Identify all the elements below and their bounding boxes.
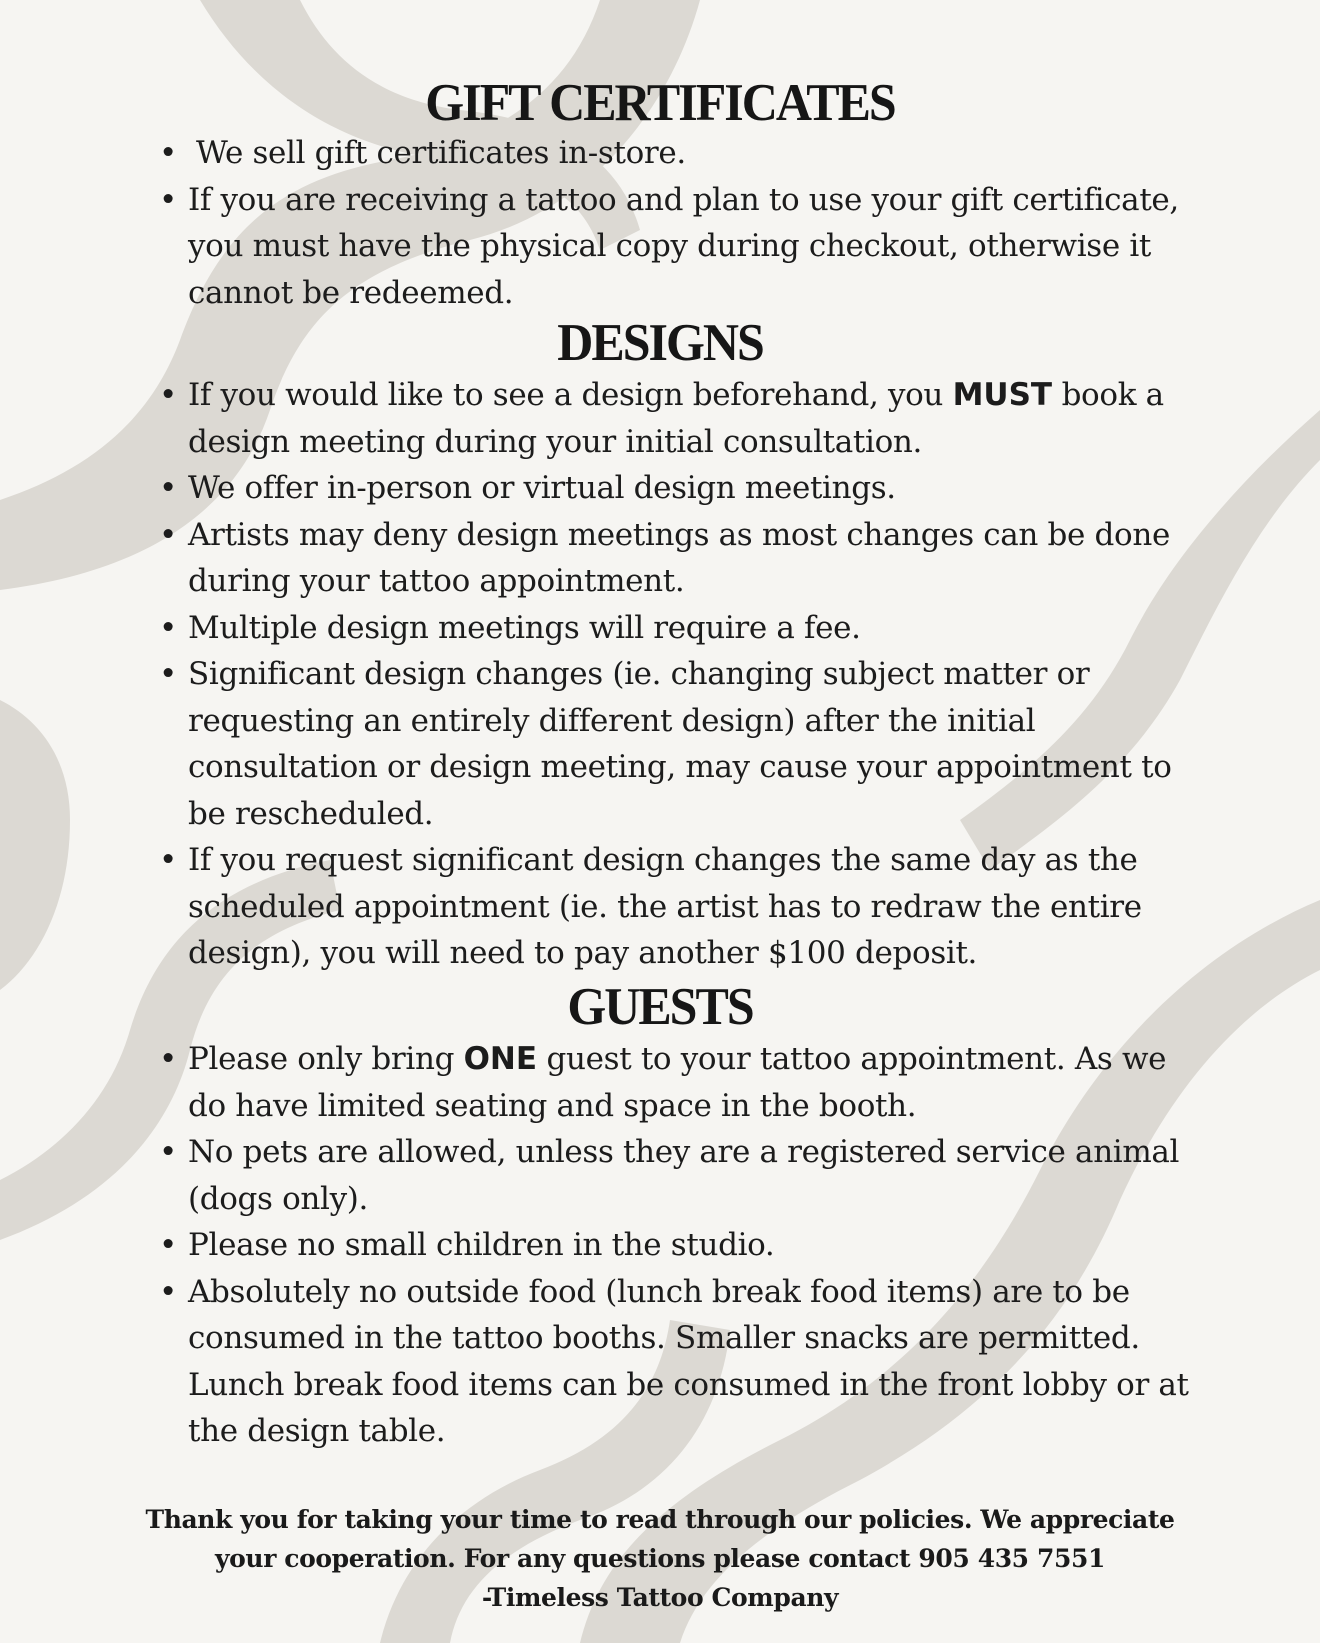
list-item (159, 130, 1198, 177)
bullet-icon: • (159, 470, 177, 506)
text-segment: If you would like to see a design beforehand, you (188, 377, 953, 413)
list-item-text: We offer in-person or virtual design meetings. (188, 470, 896, 506)
gift-certificates-list (159, 130, 1198, 316)
list-item (159, 837, 1198, 977)
bullet-icon: • (159, 656, 177, 692)
list-item-text: No pets are allowed, unless they are a registered service animal (dogs only). (188, 1134, 1180, 1217)
bullet-icon: • (159, 377, 177, 413)
list-item-text (188, 377, 1164, 460)
list-item (159, 605, 1198, 652)
bullet-icon: • (159, 609, 177, 646)
guests-heading: GUESTS (567, 976, 753, 1036)
list-item (159, 1222, 1198, 1269)
bullet-icon: • (159, 1041, 177, 1077)
gift-certificates-heading: GIFT CERTIFICATES (425, 72, 895, 132)
designs-heading: DESIGNS (557, 312, 763, 372)
closing-line-2: your cooperation. For any questions please contact 905 435 7551 (215, 1544, 1105, 1573)
text-segment: guest to your tattoo appointment. As we do have limited seating and space in the booth. (188, 1041, 1167, 1124)
emphasis-text: ONE (463, 1041, 538, 1077)
list-item (159, 651, 1198, 837)
list-item-text: Absolutely no outside food (lunch break food items) are to be consumed in the tattoo booths. Smaller snacks are permitted. Lunch break food items can be consumed in the front lobby or at the design table. (188, 1273, 1189, 1449)
list-item-text: Significant design changes (ie. changing subject matter or requesting an entirely different design) after the initial consultation or design meeting, may cause your appointment to be rescheduled. (188, 656, 1172, 832)
guests-list (159, 1036, 1198, 1455)
list-item-text: Please no small children in the studio. (188, 1227, 775, 1263)
list-item (159, 1036, 1198, 1129)
list-item-text: If you request significant design changes the same day as the scheduled appointment (ie. the artist has to redraw the entire design), you will need to pay another $100 deposit. (188, 842, 1142, 971)
bullet-icon: • (159, 1227, 177, 1263)
list-item (159, 465, 1198, 512)
bullet-icon: • (159, 1134, 177, 1170)
list-item-text: Artists may deny design meetings as most changes can be done during your tattoo appointment. (188, 516, 1170, 599)
closing-line-1: Thank you for taking your time to read through our policies. We appreciate (145, 1505, 1175, 1534)
list-item (159, 177, 1198, 317)
bullet-icon: • (159, 135, 177, 171)
list-item-text: If you are receiving a tattoo and plan to use your gift certificate, you must have the physical copy during checkout, otherwise it cannot be redeemed. (188, 181, 1179, 311)
bullet-icon: • (159, 1273, 177, 1310)
text-segment: Please only bring (188, 1041, 464, 1077)
list-item (159, 372, 1198, 465)
list-item-text (188, 1041, 1166, 1124)
bullet-icon: • (159, 842, 177, 878)
emphasis-text: MUST (952, 377, 1053, 413)
list-item-text: We sell gift certificates in-store. (196, 135, 686, 171)
text-segment: book a design meeting during your initial consultation. (188, 377, 1164, 460)
bullet-icon: • (159, 181, 177, 218)
designs-list (159, 372, 1198, 977)
bullet-icon: • (159, 516, 177, 553)
closing-note (0, 1500, 1320, 1617)
list-item (159, 1129, 1198, 1222)
list-item (159, 512, 1198, 605)
company-signature: -Timeless Tattoo Company (481, 1583, 839, 1612)
list-item (159, 1269, 1198, 1455)
list-item-text: Multiple design meetings will require a fee. (188, 609, 861, 646)
